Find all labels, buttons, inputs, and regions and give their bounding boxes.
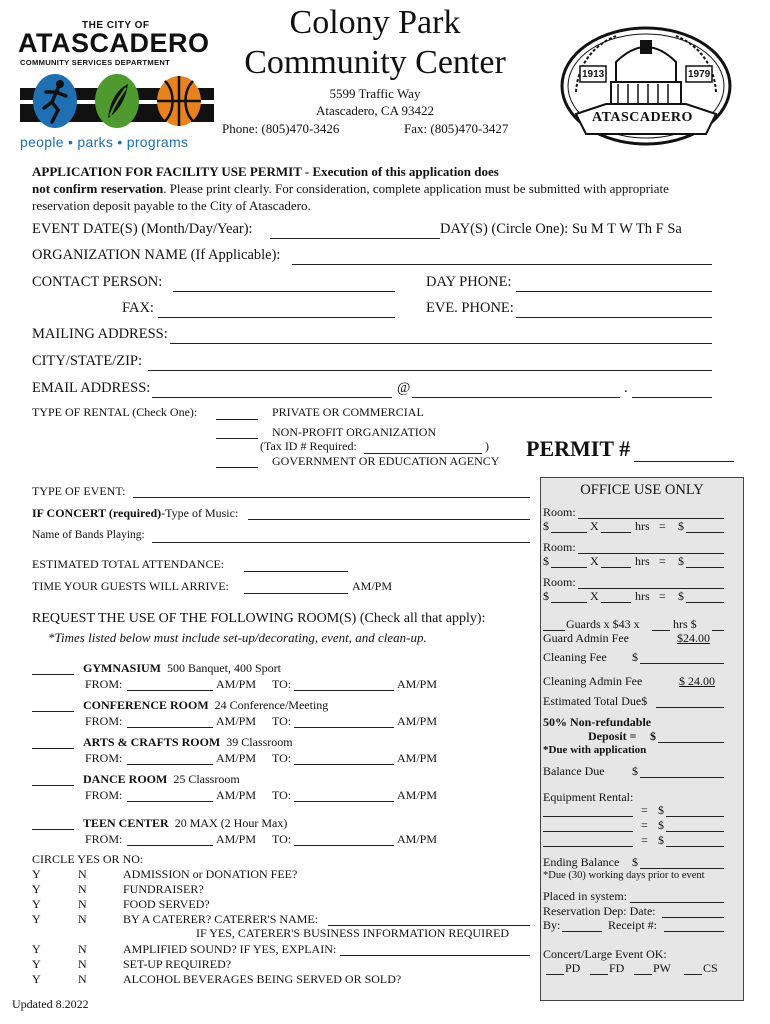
ending-balance-field[interactable] [640,868,724,869]
day-phone-field[interactable] [516,291,712,292]
room-checkbox[interactable] [32,748,74,749]
no-option[interactable]: N [78,897,87,911]
office-rate-dollar: $ [543,519,549,533]
res-dep-date-field[interactable] [662,917,724,918]
office-total-field[interactable] [686,532,724,533]
type-of-event-label: TYPE OF EVENT: [32,484,126,498]
permit-number-label: PERMIT # [526,436,631,461]
intro-rest-line2: . Please print clearly. For consideration, complete application must be submitted with appropriate [163,181,669,196]
equipment-eq-label: = [641,803,648,817]
tax-id-label: (Tax ID # Required: [260,439,357,453]
room-to-label: TO: [272,751,292,765]
receipt-field[interactable] [664,931,724,932]
room-from-field[interactable] [127,727,213,728]
room-to-field[interactable] [294,764,394,765]
office-total-dollar: $ [678,554,684,568]
office-rate-dollar: $ [543,589,549,603]
no-option[interactable]: N [78,957,87,971]
room-to-field[interactable] [294,801,394,802]
rental-nonprofit-checkbox[interactable] [216,438,258,439]
question-q3: FOOD SERVED? [123,897,210,911]
email-user-field[interactable] [152,397,392,398]
room-to-field[interactable] [294,845,394,846]
by-label: By: [543,918,561,932]
room-to-ampm: AM/PM [397,751,438,765]
office-room-label: Room: [543,575,576,589]
room-to-field[interactable] [294,727,394,728]
res-dep-date-label: Reservation Dep: Date: [543,904,656,918]
office-x-label: X [590,519,599,533]
room-capacity: 39 Classroom [226,735,293,749]
room-checkbox[interactable] [32,829,74,830]
office-hours-field[interactable] [601,567,631,568]
office-rate-field[interactable] [551,602,587,603]
no-option[interactable]: N [78,972,87,986]
pd-field[interactable] [546,974,564,975]
fax-field[interactable] [158,317,395,318]
yes-option[interactable]: Y [32,972,41,986]
office-room-label: Room: [543,540,576,554]
room-from-ampm: AM/PM [216,714,257,728]
logo-tagline: people • parks • programs [20,134,189,150]
equipment-eq-label: = [641,833,648,847]
due-30-note: *Due (30) working days prior to event [543,870,705,881]
concert-ok-label: Concert/Large Event OK: [543,947,667,961]
equipment-rental-label: Equipment Rental: [543,790,634,804]
balance-due-dollar: $ [632,764,638,778]
office-x-label: X [590,589,599,603]
email-dot: . [624,380,628,396]
rental-government-checkbox[interactable] [216,467,258,468]
day-phone-label: DAY PHONE: [426,274,512,290]
office-room-field[interactable] [578,553,724,554]
equipment-dollar: $ [658,803,664,817]
guards-hours-field[interactable] [652,630,670,631]
room-checkbox[interactable] [32,711,74,712]
deposit-field[interactable] [658,742,724,743]
intro-bold-line2: not confirm reservation [32,181,164,196]
balance-due-label: Balance Due [543,764,605,778]
email-label: EMAIL ADDRESS: [32,380,151,396]
office-rate-field[interactable] [551,532,587,533]
fd-field[interactable] [590,974,608,975]
room-to-label: TO: [272,832,292,846]
concert-music-label: -Type of Music: [161,506,239,520]
room-to-label: TO: [272,677,292,691]
email-at-sign: @ [397,380,411,396]
office-eq-label: = [659,519,666,533]
office-room-field[interactable] [578,588,724,589]
room-to-ampm: AM/PM [397,714,438,728]
no-option[interactable]: N [78,912,87,926]
cs-label: CS [703,961,718,975]
header-phone: Phone: (805)470-3426 [222,121,340,136]
equipment-amount-field[interactable] [666,816,724,817]
office-hours-field[interactable] [601,532,631,533]
pw-label: PW [653,961,671,975]
question-q7: ALCOHOL BEVERAGES BEING SERVED OR SOLD? [123,972,402,986]
room-name: CONFERENCE ROOM [83,698,209,712]
mailing-address-field[interactable] [170,343,712,344]
yes-option[interactable]: Y [32,882,41,896]
updated-date: Updated 8.2022 [12,997,89,1011]
room-capacity: 20 MAX (2 Hour Max) [174,816,288,830]
room-from-label: FROM: [85,832,123,846]
music-type-field[interactable] [248,519,530,520]
logo-city-name: ATASCADERO [18,28,210,58]
attendance-label: ESTIMATED TOTAL ATTENDANCE: [32,557,225,571]
question-q2: FUNDRAISER? [123,882,204,896]
rental-type-label: TYPE OF RENTAL (Check One): [32,405,198,419]
office-hrs-label: hrs [635,554,650,568]
cleaning-fee-field[interactable] [640,663,724,664]
intro-line2 [32,181,669,197]
office-room-field[interactable] [578,518,724,519]
office-total-field[interactable] [686,567,724,568]
question-q6: SET-UP REQUIRED? [123,957,232,971]
room-name-row [83,816,287,831]
room-from-label: FROM: [85,714,123,728]
due-with-app: *Due with application [543,744,647,756]
rental-government-label: GOVERNMENT OR EDUCATION AGENCY [272,454,500,468]
question-q1: ADMISSION or DONATION FEE? [123,867,298,881]
city-state-zip-label: CITY/STATE/ZIP: [32,353,143,369]
header-fax: Fax: (805)470-3427 [404,121,509,136]
runner-figure-icon [38,78,72,124]
email-domain-field[interactable] [412,397,620,398]
est-total-field[interactable] [656,707,724,708]
fax-label: FAX: [122,300,154,316]
yes-option[interactable]: Y [32,867,41,881]
room-to-field[interactable] [294,690,394,691]
intro-line3: reservation deposit payable to the City of Atascadero. [32,198,311,213]
bands-label: Name of Bands Playing: [32,529,145,541]
leaf-figure-icon [100,80,134,122]
contact-person-label: CONTACT PERSON: [32,274,163,290]
room-capacity: 24 Conference/Meeting [214,698,329,712]
room-checkbox[interactable] [32,785,74,786]
room-from-field[interactable] [127,764,213,765]
tax-id-close: ) [485,439,489,453]
event-dates-label: EVENT DATE(S) (Month/Day/Year): [32,221,253,237]
city-state-zip-field[interactable] [148,370,712,371]
room-name: DANCE ROOM [83,772,168,786]
equipment-amount-field[interactable] [666,831,724,832]
permit-number-field[interactable] [634,461,734,462]
intro-bold-line1: APPLICATION FOR FACILITY USE PERMIT - Execution of this application does [32,164,499,179]
yes-option[interactable]: Y [32,897,41,911]
logo-department: COMMUNITY SERVICES DEPARTMENT [20,58,171,67]
equipment-dollar: $ [658,818,664,832]
concert-required-label: IF CONCERT (required) [32,506,162,520]
arrive-time-field[interactable] [244,593,348,594]
no-option[interactable]: N [78,942,87,956]
fd-label: FD [609,961,625,975]
guard-admin-label: Guard Admin Fee [543,631,629,645]
mailing-address-label: MAILING ADDRESS: [32,326,168,342]
equipment-dollar: $ [658,833,664,847]
room-name-row [83,698,328,713]
yes-option[interactable]: Y [32,942,41,956]
nonrefundable-label: 50% Non-refundable [543,715,652,729]
balance-due-field[interactable] [640,777,724,778]
arrive-label: TIME YOUR GUESTS WILL ARRIVE: [32,579,229,593]
ending-balance-label: Ending Balance [543,855,620,869]
pw-field[interactable] [634,974,652,975]
est-total-label: Estimated Total Due$ [543,694,648,708]
deposit-dollar: $ [650,729,656,743]
guards-total-field[interactable] [712,630,724,631]
office-hrs-label: hrs [635,589,650,603]
room-to-label: TO: [272,788,292,802]
cs-field[interactable] [684,974,702,975]
office-total-field[interactable] [686,602,724,603]
office-eq-label: = [659,554,666,568]
office-total-dollar: $ [678,589,684,603]
rooms-note: *Times listed below must include set-up/decorating, event, and clean-up. [48,630,427,645]
placed-in-system-label: Placed in system: [543,889,627,903]
rooms-heading: REQUEST THE USE OF THE FOLLOWING ROOM(S) (Check all that apply): [32,611,486,626]
seal-year-left: 1913 [582,69,605,80]
room-from-field[interactable] [127,801,213,802]
room-name-row [83,661,281,676]
rental-nonprofit-label: NON-PROFIT ORGANIZATION [272,425,437,439]
room-from-field[interactable] [127,690,213,691]
yes-option[interactable]: Y [32,912,41,926]
circle-heading: CIRCLE YES OR NO: [32,852,144,866]
room-to-label: TO: [272,714,292,728]
seal-year-right: 1979 [688,69,711,80]
question-q5: AMPLIFIED SOUND? IF YES, EXPLAIN: [123,942,337,956]
deposit-label: Deposit = [588,729,637,743]
cleaning-fee-label: Cleaning Fee [543,650,607,664]
equipment-item-field[interactable] [543,846,633,847]
cleaning-admin-value: $ 24.00 [679,674,715,688]
room-from-ampm: AM/PM [216,788,257,802]
yes-option[interactable]: Y [32,957,41,971]
guard-admin-value: $24.00 [677,631,710,645]
no-option[interactable]: N [78,882,87,896]
by-field[interactable] [562,931,602,932]
office-room-label: Room: [543,505,576,519]
rental-private-checkbox[interactable] [216,419,258,420]
office-rate-field[interactable] [551,567,587,568]
room-capacity: 25 Classroom [173,772,240,786]
pd-label: PD [565,961,581,975]
equipment-item-field[interactable] [543,816,633,817]
caterer-info-note: IF YES, CATERER'S BUSINESS INFORMATION REQUIRED [196,926,510,940]
days-circle-label[interactable]: DAY(S) (Circle One): Su M T W Th F Sa [440,221,682,237]
equipment-amount-field[interactable] [666,846,724,847]
room-capacity: 500 Banquet, 400 Sport [167,661,281,675]
room-from-label: FROM: [85,677,123,691]
header-address1: 5599 Traffic Way [329,86,421,101]
intro-line1 [32,164,499,180]
office-eq-label: = [659,589,666,603]
room-from-label: FROM: [85,751,123,765]
eve-phone-field[interactable] [516,317,712,318]
office-heading: OFFICE USE ONLY [580,482,704,498]
event-dates-field[interactable] [270,238,440,239]
room-name: GYMNASIUM [83,661,161,675]
header-address2: Atascadero, CA 93422 [315,103,435,118]
header-title-line1: Colony Park [289,4,461,41]
question-q4: BY A CATERER? CATERER'S NAME: [123,912,319,926]
guards-hrs-label: hrs $ [673,617,697,631]
org-name-field[interactable] [292,264,712,265]
office-total-dollar: $ [678,519,684,533]
room-from-field[interactable] [127,845,213,846]
no-option[interactable]: N [78,867,87,881]
equipment-eq-label: = [641,818,648,832]
bands-field[interactable] [152,542,530,543]
type-of-event-field[interactable] [133,497,530,498]
contact-person-field[interactable] [173,291,395,292]
office-hrs-label: hrs [635,519,650,533]
ending-balance-dollar: $ [632,855,638,869]
room-name-row [83,772,240,787]
receipt-label: Receipt #: [608,918,657,932]
seal-banner: ATASCADERO [592,110,693,125]
arrive-ampm: AM/PM [352,579,393,593]
basketball-lines-icon [157,76,201,126]
email-tld-field[interactable] [632,397,712,398]
placed-in-system-field[interactable] [630,902,724,903]
cleaning-fee-dollar: $ [632,650,638,664]
guards-calc-label: Guards x $43 x [566,617,640,631]
room-from-ampm: AM/PM [216,751,257,765]
office-hours-field[interactable] [601,602,631,603]
room-name: TEEN CENTER [83,816,169,830]
room-from-label: FROM: [85,788,123,802]
office-x-label: X [590,554,599,568]
eve-phone-label: EVE. PHONE: [426,300,514,316]
room-to-ampm: AM/PM [397,677,438,691]
attendance-field[interactable] [244,571,348,572]
logo-the-city-of: THE CITY OF [82,20,150,31]
concert-label [32,506,238,521]
room-name-row [83,735,293,750]
equipment-item-field[interactable] [543,831,633,832]
room-name: ARTS & CRAFTS ROOM [83,735,221,749]
amplified-explain-field[interactable] [340,955,530,956]
room-from-ampm: AM/PM [216,832,257,846]
office-rate-dollar: $ [543,554,549,568]
org-name-label: ORGANIZATION NAME (If Applicable): [32,247,281,263]
city-seal-icon [556,22,736,154]
header-title-line2: Community Center [244,44,506,81]
room-to-ampm: AM/PM [397,788,438,802]
room-checkbox[interactable] [32,674,74,675]
room-from-ampm: AM/PM [216,677,257,691]
room-to-ampm: AM/PM [397,832,438,846]
cleaning-admin-label: Cleaning Admin Fee [543,674,643,688]
rental-private-label: PRIVATE OR COMMERCIAL [272,405,424,419]
